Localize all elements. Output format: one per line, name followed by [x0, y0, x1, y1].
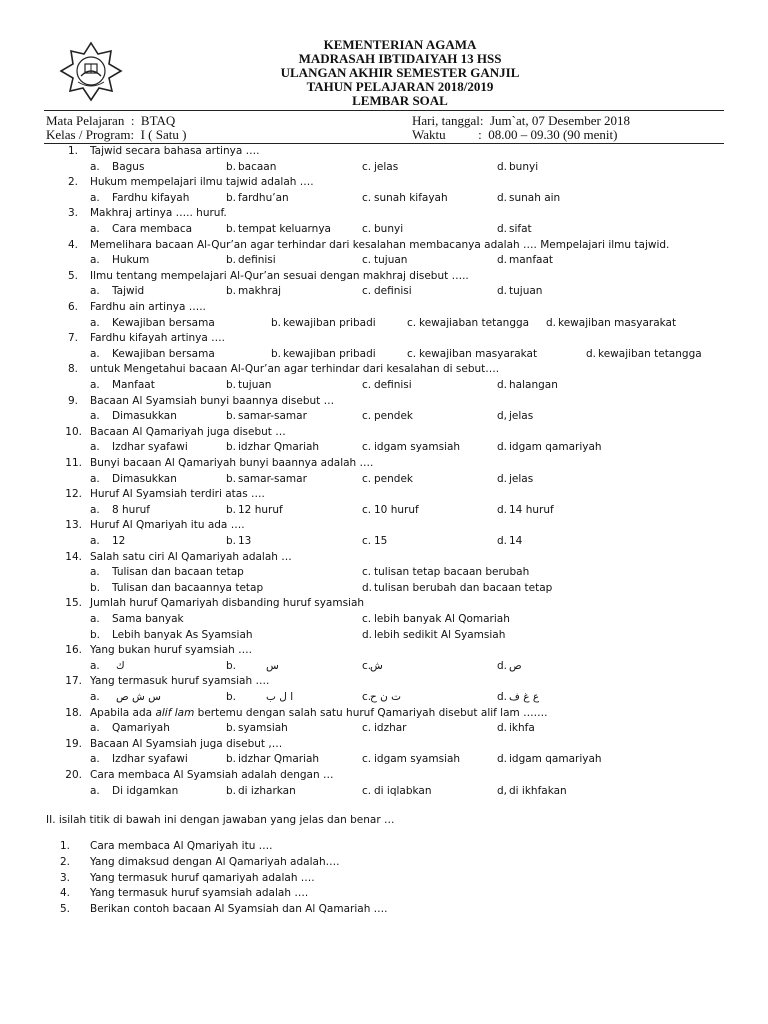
option-text: makhraj: [238, 285, 282, 298]
option-letter: b.: [226, 441, 237, 454]
option-letter: a.: [90, 472, 100, 485]
option-letter: b.: [226, 722, 237, 735]
question-text: Bacaan Al Qamariyah juga disebut …: [90, 425, 286, 438]
option-text: kewajiban pribadi: [283, 347, 376, 360]
option-text: di iqlabkan: [374, 784, 432, 797]
question-number: 20.: [65, 769, 82, 781]
option-text: س: [266, 659, 279, 672]
question-text: untuk Mengetahui bacaan Al-Qur’an agar terhindar dari kesalahan di sebut….: [90, 363, 500, 376]
header-school: MADRASAH IBTIDAIYAH 13 HSS: [298, 51, 502, 66]
option-text: Kewajiban bersama: [112, 316, 215, 329]
question-number: 19.: [65, 737, 82, 750]
option-text: idzhar Qmariah: [238, 441, 320, 454]
option-text: idzhar Qmariah: [238, 753, 320, 766]
option-text: ع غ ف: [509, 691, 540, 703]
option-text: jelas: [509, 410, 534, 423]
option-letter: d,: [497, 410, 508, 423]
option-letter: d.: [497, 379, 508, 391]
option-letter: b.: [226, 191, 237, 204]
option-letter: b.: [226, 503, 237, 516]
option-text: idgam syamsiah: [374, 441, 461, 454]
header-year: TAHUN PELAJARAN 2018/2019: [306, 79, 494, 94]
option-letter: a.: [90, 784, 100, 797]
subject-field: Mata Pelajaran : BTAQ: [46, 113, 176, 128]
option-text: tujuan: [238, 379, 272, 391]
question-text: Salah satu ciri Al Qamariyah adalah …: [90, 550, 292, 563]
option-letter: c.: [362, 410, 372, 423]
option-letter: a.: [90, 691, 100, 703]
option-letter: c.: [362, 566, 372, 579]
option-letter: d.: [497, 472, 508, 485]
option-letter: a.: [90, 441, 100, 454]
option-text: 14: [509, 535, 523, 547]
option-text: samar-samar: [238, 472, 307, 485]
option-letter: d.: [497, 722, 508, 735]
option-text: Cara membaca: [112, 223, 193, 235]
option-text: س ش ص: [116, 691, 162, 703]
option-letter: c.: [362, 691, 372, 703]
question-number: 13.: [65, 519, 82, 532]
essay-number: 3.: [59, 871, 70, 884]
option-text: di ikhfakan: [509, 784, 567, 797]
option-text: 15: [374, 535, 388, 547]
ministry-logo: [56, 40, 126, 104]
option-letter: c.: [362, 753, 372, 766]
option-text: Dimasukkan: [112, 410, 177, 423]
question-text: Yang termasuk huruf syamsiah ….: [90, 675, 270, 688]
question-number: 17.: [65, 675, 82, 688]
question-number: 3.: [67, 207, 78, 220]
essay-text: Berikan contoh bacaan Al Syamsiah dan Al Qamariah ….: [90, 903, 388, 916]
option-letter: d.: [497, 285, 508, 298]
option-text: syamsiah: [238, 722, 288, 735]
option-letter: b.: [226, 410, 237, 423]
option-letter: a.: [90, 659, 100, 672]
option-text: Qamariyah: [112, 722, 170, 735]
option-letter: c.: [407, 347, 417, 360]
option-letter: d.: [497, 503, 508, 516]
option-text: 12: [112, 535, 126, 547]
option-text: Izdhar syafawi: [112, 441, 188, 454]
option-letter: d.: [497, 535, 508, 547]
option-letter: d.: [497, 191, 508, 204]
question-text: Yang bukan huruf syamsiah ….: [90, 644, 253, 657]
option-text: Tulisan dan bacaannya tetap: [112, 581, 264, 594]
option-text: kewajiaban tetangga: [419, 316, 530, 329]
option-letter: c.: [362, 784, 372, 797]
question-number: 16.: [65, 644, 82, 657]
essay-text: Yang termasuk huruf syamsiah adalah ….: [90, 887, 309, 900]
option-text: idgam qamariyah: [509, 441, 602, 454]
essay-text: Cara membaca Al Qmariyah itu ….: [90, 840, 273, 852]
option-text: kewajiban pribadi: [283, 316, 376, 329]
option-text: definisi: [238, 254, 276, 267]
option-text: 13: [238, 535, 252, 547]
option-letter: b.: [226, 285, 237, 298]
option-letter: b.: [226, 223, 237, 235]
option-text: ش: [370, 659, 383, 672]
option-text: Kewajiban bersama: [112, 347, 215, 360]
option-text: Tajwid: [112, 285, 145, 298]
question-number: 4.: [67, 238, 78, 251]
option-text: fardhu’an: [238, 191, 289, 204]
option-letter: a.: [90, 613, 100, 625]
option-letter: b.: [226, 784, 237, 797]
option-letter: c.: [362, 223, 372, 235]
time-field: Waktu : 08.00 – 09.30 (90 menit): [412, 127, 618, 142]
option-letter: b.: [226, 472, 237, 485]
option-letter: b.: [226, 691, 237, 703]
option-letter: d.: [497, 160, 508, 173]
option-text: sunah kifayah: [374, 191, 448, 204]
option-text: bacaan: [238, 160, 277, 173]
option-letter: c.: [362, 472, 372, 485]
date-field: Hari, tanggal: Jum`at, 07 Desember 2018: [412, 113, 631, 128]
option-letter: d.: [497, 691, 508, 703]
option-letter: d.: [497, 254, 508, 267]
option-letter: a.: [90, 379, 100, 391]
option-text: Hukum: [112, 254, 150, 267]
question-number: 11.: [65, 457, 82, 469]
essay-number: 2.: [59, 855, 70, 868]
question-text: Huruf Al Syamsiah terdiri atas ….: [90, 488, 265, 501]
question-number: 2.: [67, 176, 78, 189]
option-letter: a.: [90, 347, 100, 360]
option-text: bunyi: [509, 160, 539, 173]
option-text: Tulisan dan bacaan tetap: [112, 566, 244, 579]
option-letter: d.: [497, 753, 508, 766]
option-letter: c.: [362, 503, 372, 516]
question-text: Tajwid secara bahasa artinya ….: [90, 145, 260, 157]
option-text: 12 huruf: [238, 503, 283, 516]
option-letter: b.: [226, 379, 237, 391]
option-text: di izharkan: [238, 784, 296, 797]
question-text: Ilmu tentang mempelajari Al-Qur’an sesuai dengan makhraj disebut …..: [90, 269, 469, 282]
option-letter: b.: [226, 254, 237, 267]
option-text: Sama banyak: [112, 613, 184, 625]
option-letter: a.: [90, 160, 100, 173]
option-letter: c.: [362, 160, 372, 173]
option-text: ك: [116, 659, 125, 672]
option-text: Fardhu kifayah: [112, 191, 190, 204]
option-text: definisi: [374, 379, 412, 391]
header-ministry: KEMENTERIAN AGAMA: [323, 37, 477, 52]
question-text: Cara membaca Al Syamsiah adalah dengan …: [90, 769, 334, 781]
option-text: sunah ain: [509, 191, 561, 204]
option-text: 10 huruf: [374, 503, 419, 516]
option-text: tulisan tetap bacaan berubah: [374, 566, 530, 579]
option-letter: a.: [90, 566, 100, 579]
option-text: manfaat: [509, 254, 553, 267]
option-letter: a.: [90, 503, 100, 516]
question-number: 5.: [67, 269, 78, 282]
question-number: 8.: [67, 363, 78, 376]
question-number: 18.: [65, 706, 82, 719]
option-text: ا ل ب: [266, 691, 294, 703]
option-text: lebih sedikit Al Syamsiah: [374, 628, 506, 641]
question-text: Apabila ada alif lam bertemu dengan salah satu huruf Qamariyah disebut alif lam …….: [90, 706, 548, 719]
question-text: Jumlah huruf Qamariyah disbanding huruf syamsiah: [90, 597, 365, 610]
question-number: 9.: [67, 394, 78, 407]
option-letter: b.: [226, 160, 237, 173]
option-text: samar-samar: [238, 410, 307, 423]
question-text: Bacaan Al Syamsiah juga disebut ,…: [90, 737, 283, 750]
option-letter: c.: [362, 441, 372, 454]
option-text: Di idgamkan: [112, 784, 179, 797]
header-sheet: LEMBAR SOAL: [352, 93, 448, 108]
option-text: kewajiban masyarakat: [419, 347, 538, 360]
class-field: Kelas / Program: I ( Satu ): [46, 127, 187, 142]
option-text: ص: [509, 659, 522, 672]
option-letter: c.: [362, 285, 372, 298]
question-text: Makhraj artinya ….. huruf.: [90, 207, 227, 220]
option-letter: c.: [362, 191, 372, 204]
option-text: Izdhar syafawi: [112, 753, 188, 766]
essay-number: 4.: [59, 887, 70, 900]
option-letter: d.: [497, 659, 508, 672]
option-letter: d.: [362, 581, 373, 594]
option-letter: d.: [497, 223, 508, 235]
option-letter: a.: [90, 285, 100, 298]
option-letter: c.: [362, 254, 372, 267]
option-letter: b.: [90, 581, 101, 594]
option-text: pendek: [374, 410, 413, 423]
question-number: 10.: [65, 425, 82, 438]
option-letter: a.: [90, 223, 100, 235]
option-letter: c.: [362, 722, 372, 735]
option-letter: c.: [407, 316, 417, 329]
option-text: halangan: [509, 379, 558, 391]
question-text: Fardhu kifayah artinya ….: [90, 332, 225, 345]
option-text: jelas: [509, 472, 534, 485]
option-letter: d.: [586, 347, 597, 360]
option-text: idzhar: [374, 722, 407, 735]
option-letter: c.: [362, 379, 372, 391]
option-text: ت ن ح: [370, 691, 402, 703]
option-text: idgam syamsiah: [374, 753, 461, 766]
option-letter: b.: [90, 628, 101, 641]
option-letter: c.: [362, 535, 372, 547]
question-number: 1.: [67, 145, 78, 157]
question-text: Huruf Al Qmariyah itu ada ….: [90, 519, 245, 532]
option-text: Dimasukkan: [112, 472, 177, 485]
option-letter: a.: [90, 722, 100, 735]
question-number: 7.: [67, 332, 78, 345]
option-text: kewajiban masyarakat: [558, 316, 677, 329]
option-text: ikhfa: [509, 722, 535, 735]
header-exam: ULANGAN AKHIR SEMESTER GANJIL: [280, 65, 520, 80]
option-letter: c.: [362, 613, 372, 625]
question-text: Hukum mempelajari ilmu tajwid adalah ….: [90, 176, 314, 189]
option-letter: d.: [362, 628, 373, 641]
option-text: tulisan berubah dan bacaan tetap: [374, 581, 553, 594]
question-number: 6.: [67, 301, 78, 313]
option-text: tujuan: [509, 285, 543, 298]
essay-text: Yang termasuk huruf qamariyah adalah ….: [90, 871, 315, 884]
option-letter: a.: [90, 316, 100, 329]
option-text: jelas: [374, 160, 399, 173]
option-text: Manfaat: [112, 379, 155, 391]
option-letter: d.: [497, 441, 508, 454]
option-text: bunyi: [374, 223, 404, 235]
option-text: Bagus: [112, 160, 145, 173]
option-text: 8 huruf: [112, 503, 150, 516]
option-text: lebih banyak Al Qomariah: [374, 613, 510, 625]
option-text: 14 huruf: [509, 503, 554, 516]
option-letter: a.: [90, 410, 100, 423]
essay-number: 5.: [59, 903, 70, 916]
option-letter: a.: [90, 753, 100, 766]
header-divider: [44, 110, 724, 111]
option-text: pendek: [374, 472, 413, 485]
option-text: definisi: [374, 285, 412, 298]
question-number: 15.: [65, 597, 82, 610]
option-letter: c.: [362, 659, 372, 672]
question-text: Fardhu ain artinya …..: [90, 301, 206, 313]
option-letter: a.: [90, 254, 100, 267]
option-text: idgam qamariyah: [509, 753, 602, 766]
question-text: Bunyi bacaan Al Qamariyah bunyi baannya adalah ….: [90, 457, 374, 469]
section2-title: II. isilah titik di bawah ini dengan jawaban yang jelas dan benar …: [46, 814, 395, 826]
essay-number: 1.: [59, 840, 70, 852]
question-text: Memelihara bacaan Al-Qur’an agar terhindar dari kesalahan membacanya adalah …. Mempelajari ilmu tajwid.: [90, 238, 670, 251]
question-number: 14.: [65, 550, 82, 563]
option-text: tujuan: [374, 254, 408, 267]
option-letter: b.: [271, 316, 282, 329]
option-letter: b.: [271, 347, 282, 360]
essay-text: Yang dimaksud dengan Al Qamariyah adalah….: [90, 855, 340, 868]
option-letter: b.: [226, 753, 237, 766]
option-text: kewajiban tetangga: [598, 347, 702, 360]
option-letter: b.: [226, 659, 237, 672]
question-text: Bacaan Al Syamsiah bunyi baannya disebut …: [90, 394, 335, 407]
option-letter: a.: [90, 535, 100, 547]
option-letter: b.: [226, 535, 237, 547]
question-number: 12.: [65, 488, 82, 501]
option-letter: a.: [90, 191, 100, 204]
option-text: tempat keluarnya: [238, 223, 331, 235]
option-text: sifat: [509, 223, 532, 235]
option-letter: d.: [546, 316, 557, 329]
option-letter: d,: [497, 784, 508, 797]
option-text: Lebih banyak As Syamsiah: [112, 628, 253, 641]
